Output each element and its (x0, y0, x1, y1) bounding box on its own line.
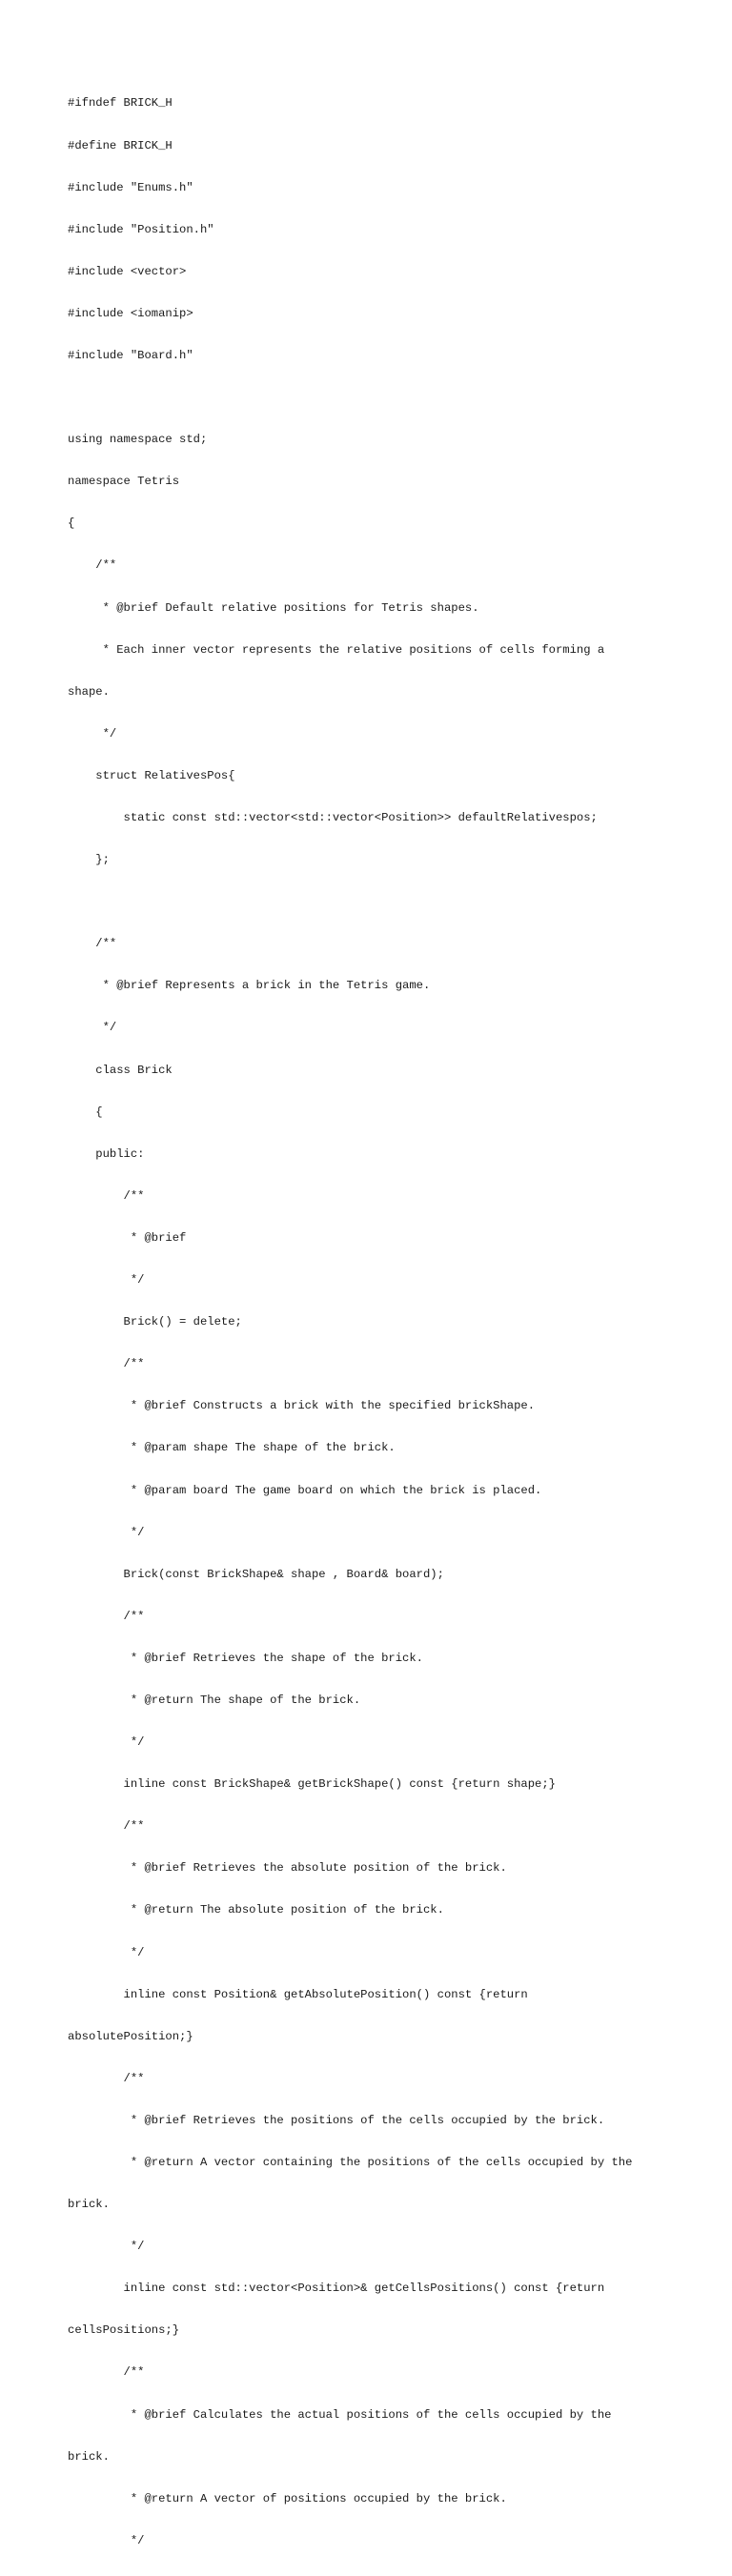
code-line: */ (68, 1273, 145, 1288)
code-line: * @brief Retrieves the absolute position of the brick. (68, 1861, 507, 1876)
code-line: { (68, 517, 75, 531)
code-line: */ (68, 1945, 145, 1959)
code-line: inline const BrickShape& getBrickShape() const {return shape;} (68, 1777, 556, 1792)
code-line: * @return A vector containing the positions of the cells occupied by the (68, 2156, 633, 2169)
code-line: }; (68, 853, 110, 867)
code-line (68, 895, 659, 909)
code-line: /** (68, 2365, 145, 2380)
code-line: class Brick (68, 1063, 173, 1077)
code-line: * @return The absolute position of the brick. (68, 1903, 444, 1917)
code-line: brick. (68, 2198, 110, 2212)
code-line: /** (68, 558, 117, 573)
code-line: * @param shape The shape of the brick. (68, 1441, 396, 1455)
code-line: */ (68, 1021, 117, 1035)
code-line: #include "Board.h" (68, 348, 193, 362)
code-line: * @brief Constructs a brick with the specified brickShape. (68, 1399, 536, 1413)
code-line: * @brief Represents a brick in the Tetris game. (68, 979, 431, 993)
code-line: * @param board The game board on which the brick is placed. (68, 1483, 542, 1497)
code-line: * @return A vector of positions occupied by the brick. (68, 2491, 507, 2505)
code-line: shape. (68, 684, 110, 699)
code-line: cellsPositions;} (68, 2323, 180, 2338)
code-line: */ (68, 726, 117, 740)
code-line: * @brief Retrieves the positions of the cells occupied by the brick. (68, 2113, 605, 2127)
code-line: /** (68, 1188, 145, 1203)
code-line: inline const std::vector<Position>& getCellsPositions() const {return (68, 2282, 605, 2296)
code-line: #include "Enums.h" (68, 180, 193, 194)
code-line: Brick(const BrickShape& shape , Board& board); (68, 1567, 444, 1581)
code-line: using namespace std; (68, 433, 208, 447)
code-line: inline const Position& getAbsolutePosition() const {return (68, 1987, 528, 2001)
code-line (68, 391, 659, 405)
code-line: * @return The shape of the brick. (68, 1693, 361, 1707)
code-line: * @brief Calculates the actual positions of the cells occupied by the (68, 2407, 612, 2422)
code-line: * @brief (68, 1230, 187, 1245)
code-line: static const std::vector<std::vector<Position>> defaultRelativespos; (68, 811, 598, 824)
code-line: #define BRICK_H (68, 138, 173, 152)
source-code-block (68, 69, 659, 2576)
code-line: * @brief Retrieves the shape of the brick. (68, 1651, 423, 1665)
code-line: * Each inner vector represents the relative positions of cells forming a (68, 642, 605, 657)
code-line: /** (68, 2071, 145, 2085)
code-line: absolutePosition;} (68, 2029, 193, 2043)
code-line: /** (68, 1609, 145, 1623)
code-line: namespace Tetris (68, 475, 180, 489)
code-line: Brick() = delete; (68, 1315, 242, 1329)
code-line: #include <vector> (68, 264, 187, 278)
code-line: brick. (68, 2449, 110, 2464)
code-line: #ifndef BRICK_H (68, 96, 173, 111)
code-line: */ (68, 1525, 145, 1539)
code-line: #include <iomanip> (68, 306, 193, 320)
code-line: public: (68, 1146, 145, 1161)
code-line: * @brief Default relative positions for Tetris shapes. (68, 600, 479, 615)
code-line: struct RelativesPos{ (68, 768, 235, 782)
code-line: */ (68, 1735, 145, 1750)
code-line: #include "Position.h" (68, 222, 214, 236)
code-line: /** (68, 937, 117, 951)
code-line: /** (68, 1819, 145, 1834)
code-line: */ (68, 2533, 145, 2547)
code-line: { (68, 1105, 103, 1119)
code-line: */ (68, 2240, 145, 2254)
code-line: /** (68, 1357, 145, 1371)
